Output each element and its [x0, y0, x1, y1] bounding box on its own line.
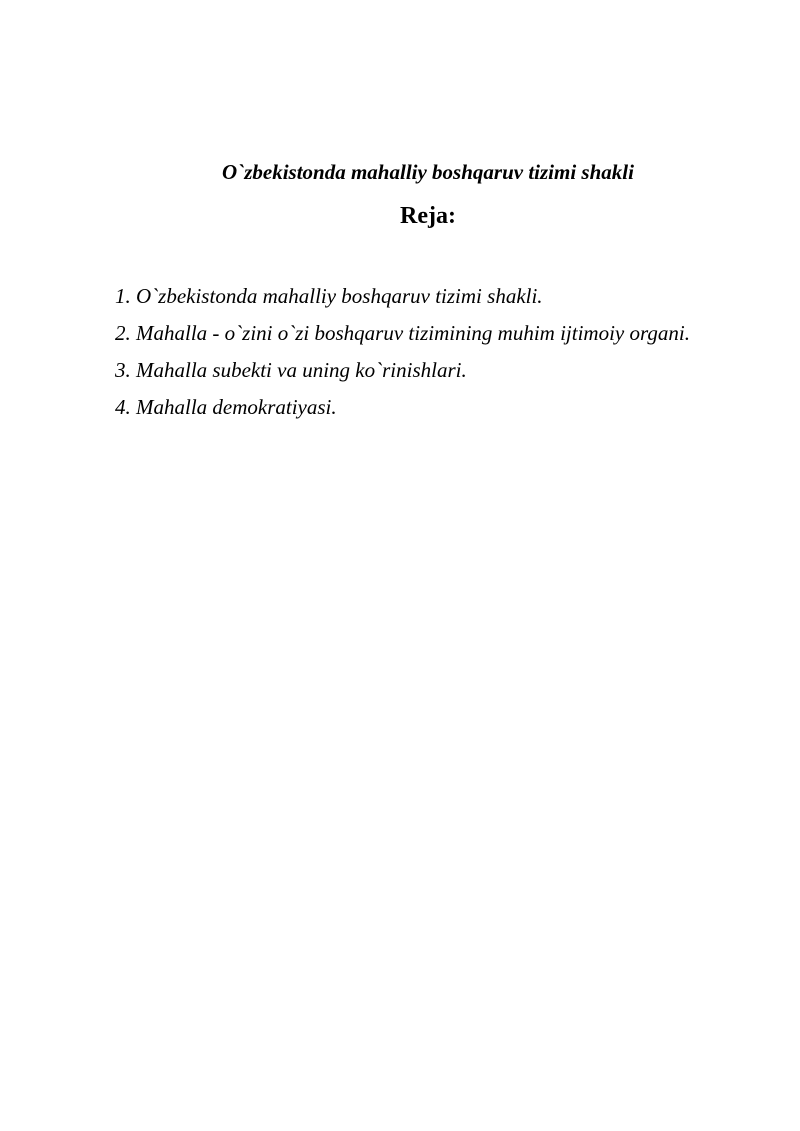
plan-list	[115, 278, 690, 426]
document-title: O`zbekistonda mahalliy boshqaruv tizimi shakli	[222, 160, 634, 184]
plan-item: 4. Mahalla demokratiyasi.	[115, 395, 337, 419]
plan-item: 2. Mahalla - o`zini o`zi boshqaruv tizimining muhim ijtimoiy organi.	[115, 321, 690, 345]
plan-item: 1. O`zbekistonda mahalliy boshqaruv tizimi shakli.	[115, 284, 543, 308]
plan-item: 3. Mahalla subekti va uning ko`rinishlari.	[115, 358, 467, 382]
plan-heading: Reja:	[400, 203, 456, 229]
